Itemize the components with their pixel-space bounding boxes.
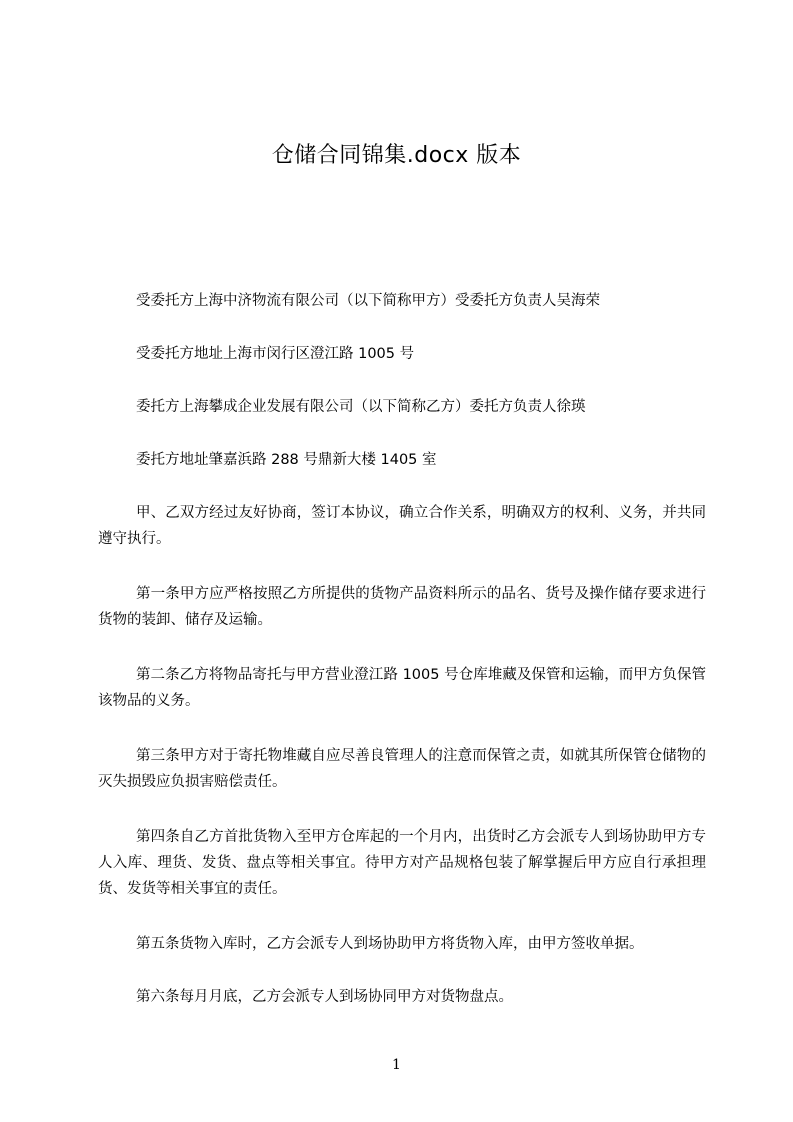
article-6: 第六条每月月底，乙方会派专人到场协同甲方对货物盘点。 bbox=[136, 989, 513, 1005]
article-4: 第四条自乙方首批货物入至甲方仓库起的一个月内，出货时乙方会派专人到场协助甲方专人入库、理货、发货、盘点等相关事宜。待甲方对产品规格包装了解掌握后甲方应自行承担理货、发货等相关事宜的责任。 bbox=[98, 829, 706, 897]
party-a-address: 受委托方地址上海市闵行区澄江路 1005 号 bbox=[136, 346, 415, 362]
agreement-preamble: 甲、乙双方经过友好协商，签订本协议，确立合作关系，明确双方的权利、义务，并共同遵守执行。 bbox=[98, 505, 706, 547]
page-number: 1 bbox=[392, 1057, 401, 1073]
article-1: 第一条甲方应严格按照乙方所提供的货物产品资料所示的品名、货号及操作储存要求进行货物的装卸、储存及运输。 bbox=[98, 586, 706, 628]
article-2: 第二条乙方将物品寄托与甲方营业澄江路 1005 号仓库堆藏及保管和运输，而甲方负保管该物品的义务。 bbox=[98, 667, 706, 709]
party-b-address: 委托方地址肇嘉浜路 288 号鼎新大楼 1405 室 bbox=[136, 452, 437, 468]
document-body bbox=[98, 288, 706, 1037]
article-3: 第三条甲方对于寄托物堆藏自应尽善良管理人的注意而保管之责，如就其所保管仓储物的灭失损毁应负损害赔偿责任。 bbox=[98, 748, 706, 790]
party-b-info: 委托方上海攀成企业发展有限公司（以下简称乙方）委托方负责人徐瑛 bbox=[136, 399, 586, 415]
party-a-info: 受委托方上海中济物流有限公司（以下简称甲方）受委托方负责人吴海荣 bbox=[136, 293, 600, 309]
article-5: 第五条货物入库时，乙方会派专人到场协助甲方将货物入库，由甲方签收单据。 bbox=[136, 936, 644, 952]
document-title: 仓储合同锦集.docx 版本 bbox=[271, 143, 522, 168]
